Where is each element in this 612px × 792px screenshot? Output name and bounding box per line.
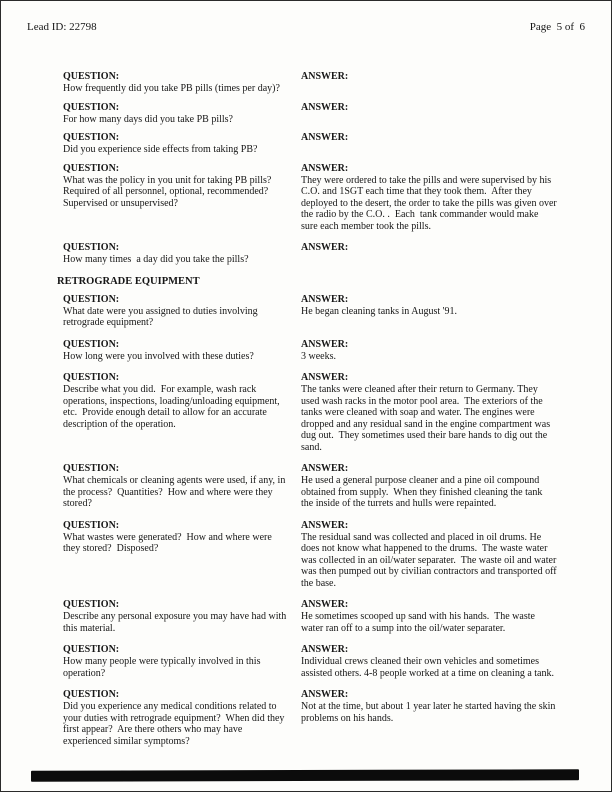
answer-text: They were ordered to take the pills and were supervised by his C.O. and 1SGT each time that they took them. After they deployed to the desert, the order to take the pills was given over the radio by the C.O. . Each tank commander would make sure each member took the pills.	[301, 174, 560, 232]
page-header	[1, 1, 611, 33]
answer-text: The tanks were cleaned after their return to Germany. They used wash racks in the motor pool area. The exteriors of the tanks were cleaned with soap and water. The engines were dropped and any residual sand in the engine compartment was dug out. They sometimes used their bare hands to dig out the sand.	[301, 384, 553, 453]
qa-row	[63, 520, 583, 590]
question-text: What wastes were generated? How and where were they stored? Disposed?	[63, 531, 275, 554]
question-label: QUESTION:	[63, 242, 120, 253]
answer-label: ANSWER:	[301, 101, 349, 113]
question-label: QUESTION:	[63, 463, 120, 474]
question-cell	[63, 689, 301, 747]
question-label: QUESTION:	[63, 132, 120, 143]
answer-label: ANSWER:	[301, 132, 349, 143]
question-cell	[63, 599, 301, 634]
qa-row	[63, 132, 583, 156]
question-cell	[63, 339, 301, 363]
answer-cell	[301, 339, 557, 363]
answer-label: ANSWER:	[301, 463, 349, 474]
answer-cell	[301, 519, 560, 590]
question-label: QUESTION:	[63, 519, 120, 531]
qa-row	[63, 242, 583, 266]
answer-text: He used a general purpose cleaner and a pine oil compound obtained from supply. When they finished cleaning the tank the inside of the turrets and hulls were repainted.	[301, 475, 545, 509]
question-label: QUESTION:	[63, 71, 120, 82]
question-cell	[63, 71, 301, 95]
question-text: Describe what you did. For example, wash rack operations, inspections, loading/unloading equipment, etc. Provide enough detail to allow for an accurate description of the operation.	[63, 384, 283, 430]
qa-row	[63, 599, 583, 634]
qa-row	[63, 463, 583, 510]
question-cell	[63, 463, 301, 510]
question-cell	[63, 102, 301, 126]
question-cell	[63, 132, 301, 156]
answer-cell	[301, 689, 557, 747]
question-label: QUESTION:	[63, 162, 120, 174]
question-text: Describe any personal exposure you may have had with this material.	[63, 611, 289, 634]
answer-label: ANSWER:	[301, 338, 349, 350]
answer-cell	[301, 242, 557, 266]
answer-cell	[301, 102, 557, 126]
qa-row	[63, 102, 583, 126]
qa-row	[63, 163, 583, 233]
page-number: Page 5 of 6	[529, 21, 585, 33]
qa-row	[63, 339, 583, 363]
question-text: What was the policy in you unit for taking PB pills? Required of all personnel, optional, recommended? Supervised or unsupervised?	[63, 174, 277, 209]
question-label: QUESTION:	[63, 338, 120, 350]
answer-label: ANSWER:	[301, 644, 349, 655]
answer-text: Individual crews cleaned their own vehicles and sometimes assisted others. 4-8 people worked at a time on cleaning a tank.	[301, 656, 554, 679]
question-cell	[63, 294, 301, 329]
question-cell	[63, 242, 301, 266]
answer-label: ANSWER:	[301, 372, 349, 383]
answer-cell	[301, 294, 557, 329]
question-text: Did you experience any medical conditions related to your duties with retrograde equipment? When did they first appear? Are there others who may have experienced similar symptoms?	[63, 701, 287, 747]
answer-cell	[301, 71, 557, 95]
question-text: How many people were typically involved in this operation?	[63, 656, 263, 679]
question-text: How long were you involved with these duties?	[63, 350, 254, 362]
question-text: How many times a day did you take the pills?	[63, 254, 249, 265]
question-label: QUESTION:	[63, 689, 120, 700]
question-label: QUESTION:	[63, 599, 120, 610]
question-text: Did you experience side effects from taking PB?	[63, 144, 258, 155]
question-text: What date were you assigned to duties involving retrograde equipment?	[63, 305, 261, 328]
answer-label: ANSWER:	[301, 162, 349, 174]
question-cell	[63, 644, 301, 679]
answer-cell	[301, 463, 557, 510]
question-cell	[63, 163, 301, 233]
answer-label: ANSWER:	[301, 71, 349, 82]
question-cell	[63, 372, 301, 453]
answer-cell	[301, 599, 557, 634]
answer-cell	[301, 372, 557, 453]
qa-row	[63, 71, 583, 95]
section-header: RETROGRADE EQUIPMENT	[57, 275, 200, 287]
answer-label: ANSWER:	[301, 519, 349, 531]
answer-label: ANSWER:	[301, 242, 349, 253]
qa-row	[63, 294, 583, 329]
question-label: QUESTION:	[63, 293, 120, 305]
content	[1, 33, 611, 747]
answer-cell	[301, 132, 557, 156]
answer-cell	[301, 162, 560, 233]
question-label: QUESTION:	[63, 101, 120, 113]
question-text: For how many days did you take PB pills?	[63, 113, 233, 125]
answer-text: He began cleaning tanks in August '91.	[301, 305, 457, 317]
question-text: What chemicals or cleaning agents were used, if any, in the process? Quantities? How and where were they stored?	[63, 475, 288, 509]
question-text: How frequently did you take PB pills (times per day)?	[63, 83, 280, 94]
lead-id: Lead ID: 22798	[27, 21, 97, 33]
answer-label: ANSWER:	[301, 689, 349, 700]
qa-row	[63, 372, 583, 453]
answer-label: ANSWER:	[301, 293, 349, 305]
question-cell	[63, 520, 301, 590]
answer-text: The residual sand was collected and placed in oil drums. He does not know what happened to the drums. The waste water was collected in an oil/water separater. The waste oil and water was then pumped out by civilian contractors and transported off the base.	[301, 531, 560, 589]
qa-row	[63, 689, 583, 747]
question-label: QUESTION:	[63, 644, 120, 655]
answer-text: He sometimes scooped up sand with his hands. The waste water ran off to a sump into the oil/water separater.	[301, 611, 538, 634]
answer-text: Not at the time, but about 1 year later he started having the skin problems on his hands.	[301, 701, 558, 724]
answer-cell	[301, 644, 557, 679]
answer-label: ANSWER:	[301, 599, 349, 610]
scan-artifact-bar	[31, 769, 579, 781]
answer-text: 3 weeks.	[301, 350, 336, 362]
qa-row	[63, 644, 583, 679]
question-label: QUESTION:	[63, 372, 120, 383]
